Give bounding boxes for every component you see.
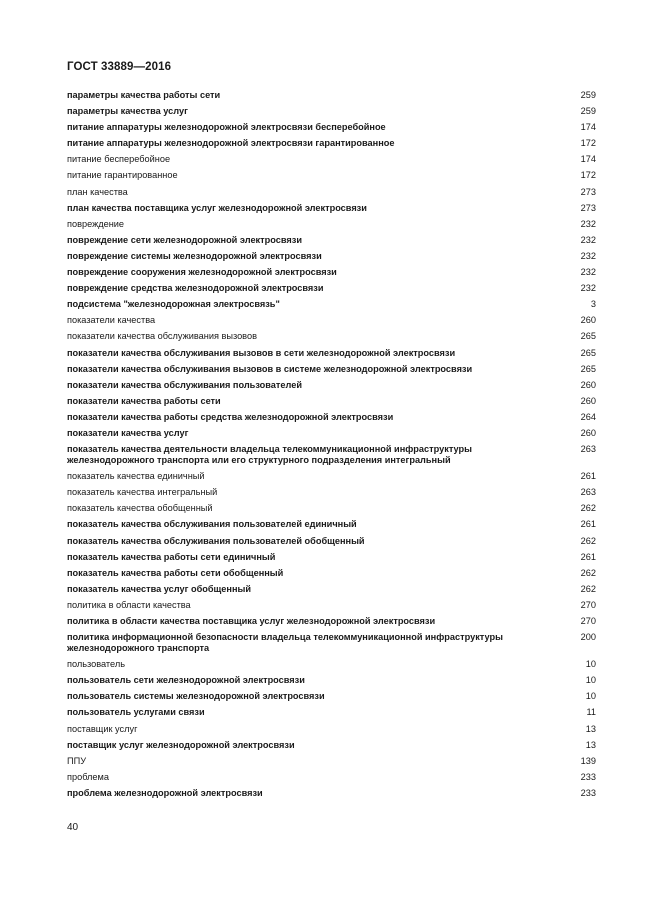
- index-term: поставщик услуг: [67, 723, 138, 734]
- index-page-ref: 174: [580, 122, 596, 133]
- index-term: политика информационной безопасности владельца телекоммуникационной инфраструктуры железнодорожного транспорта: [67, 632, 503, 654]
- index-entry: [67, 364, 596, 375]
- index-entry: [67, 707, 596, 718]
- index-page-ref: 260: [580, 427, 596, 438]
- index-term: план качества поставщика услуг железнодорожной электросвязи: [67, 202, 367, 213]
- index-term: показатель качества обобщенный: [67, 503, 213, 514]
- index-entry: [67, 106, 596, 117]
- index-page-ref: 11: [586, 707, 596, 718]
- index-entry: [67, 756, 596, 767]
- index-term: показатель качества работы сети обобщенный: [67, 567, 284, 578]
- index-term: пользователь: [67, 659, 125, 670]
- index-entry: [67, 487, 596, 498]
- index-page-ref: 270: [580, 599, 596, 610]
- index-term: повреждение средства железнодорожной электросвязи: [67, 283, 324, 294]
- index-term: повреждение: [67, 218, 125, 229]
- index-page-ref: 233: [580, 771, 596, 782]
- index-term: повреждение системы железнодорожной электросвязи: [67, 250, 322, 261]
- index-term: показатели качества: [67, 315, 156, 326]
- index-page-ref: 260: [580, 395, 596, 406]
- index-entry: [67, 600, 596, 611]
- index-entry: [67, 471, 596, 482]
- index-page-ref: 10: [585, 691, 596, 702]
- index-entry: [67, 235, 596, 246]
- index-page-ref: 273: [580, 186, 596, 197]
- index-entry: [67, 187, 596, 198]
- index-term: показатель качества обслуживания пользователей единичный: [67, 519, 357, 530]
- index-term: ППУ: [67, 755, 87, 766]
- index-page-ref: 265: [580, 347, 596, 358]
- index-page-ref: 232: [580, 234, 596, 245]
- index-entry: [67, 380, 596, 391]
- index-term: показатели качества обслуживания вызовов в сети железнодорожной электросвязи: [67, 347, 456, 358]
- index-entry: [67, 724, 596, 735]
- index-term: повреждение сети железнодорожной электросвязи: [67, 234, 302, 245]
- index-entry: [67, 503, 596, 514]
- index-entry: [67, 536, 596, 547]
- index-page-ref: 263: [580, 444, 596, 455]
- index-term: показатели качества работы средства железнодорожной электросвязи: [67, 411, 394, 422]
- index-page-ref: 13: [585, 739, 596, 750]
- index-entry: [67, 444, 596, 466]
- index-entry: [67, 267, 596, 278]
- index-entry: [67, 122, 596, 133]
- index-entry: [67, 154, 596, 165]
- index-page-ref: 172: [580, 170, 596, 181]
- index-term: политика в области качества: [67, 599, 191, 610]
- index-page-ref: 3: [590, 299, 596, 310]
- index-entry: [67, 331, 596, 342]
- index-term: пользователь сети железнодорожной электросвязи: [67, 675, 305, 686]
- index-term: питание гарантированное: [67, 170, 178, 181]
- index-page-ref: 233: [580, 787, 596, 798]
- index-term: подсистема "железнодорожная электросвязь": [67, 299, 280, 310]
- index-entry: [67, 412, 596, 423]
- index-entry: [67, 428, 596, 439]
- index-term: план качества: [67, 186, 128, 197]
- index-term: пользователь системы железнодорожной электросвязи: [67, 691, 325, 702]
- index-page-ref: 262: [580, 535, 596, 546]
- index-entry: [67, 659, 596, 670]
- index-term: проблема: [67, 771, 109, 782]
- index-page-ref: 13: [585, 723, 596, 734]
- index-term: показатель качества интегральный: [67, 487, 218, 498]
- index-page-ref: 259: [580, 106, 596, 117]
- index-page-ref: 10: [585, 659, 596, 670]
- index-term: показатели качества обслуживания вызовов в системе железнодорожной электросвязи: [67, 363, 473, 374]
- index-page-ref: 10: [585, 675, 596, 686]
- index-page-ref: 265: [580, 331, 596, 342]
- index-page-ref: 270: [580, 616, 596, 626]
- index-term: показатель качества деятельности владельца телекоммуникационной инфраструктуры железнодорожного транспорта или его структурного подразделения интегральный: [67, 444, 472, 466]
- index-term: политика в области качества поставщика услуг железнодорожной электросвязи: [67, 616, 436, 626]
- index-entry: [67, 396, 596, 407]
- index-page-ref: 172: [580, 138, 596, 149]
- index-page-ref: 261: [580, 471, 596, 482]
- index-page-ref: 264: [580, 411, 596, 422]
- index-entry: [67, 138, 596, 149]
- index-page-ref: 174: [580, 154, 596, 165]
- index-page-ref: 232: [580, 267, 596, 278]
- index-entry: [67, 675, 596, 686]
- index-entry: [67, 203, 596, 214]
- index-page-ref: 200: [580, 632, 596, 643]
- index-page-ref: 261: [580, 519, 596, 530]
- index-entry: [67, 584, 596, 595]
- index-page-ref: 259: [580, 90, 596, 100]
- index-entry: [67, 632, 596, 654]
- index-entry: [67, 772, 596, 783]
- index-term: питание аппаратуры железнодорожной электросвязи бесперебойное: [67, 122, 386, 133]
- index-term: поставщик услуг железнодорожной электросвязи: [67, 739, 295, 750]
- index-entry: [67, 691, 596, 702]
- index-entry: [67, 219, 596, 230]
- index-page-ref: 262: [580, 567, 596, 578]
- page-number: 40: [67, 822, 79, 833]
- alphabetical-index: [67, 90, 596, 804]
- index-term: показатели качества услуг: [67, 427, 189, 438]
- index-page-ref: 232: [580, 218, 596, 229]
- index-page-ref: 262: [580, 503, 596, 514]
- index-term: показатель качества обслуживания пользователей обобщенный: [67, 535, 365, 546]
- index-entry: [67, 315, 596, 326]
- index-term: показатель качества единичный: [67, 471, 205, 482]
- index-term: повреждение сооружения железнодорожной электросвязи: [67, 267, 337, 278]
- index-term: питание аппаратуры железнодорожной электросвязи гарантированное: [67, 138, 395, 149]
- index-page-ref: 232: [580, 283, 596, 294]
- index-page-ref: 232: [580, 250, 596, 261]
- index-entry: [67, 90, 596, 101]
- index-term: показатель качества услуг обобщенный: [67, 583, 252, 594]
- index-page-ref: 263: [580, 487, 596, 498]
- index-entry: [67, 299, 596, 310]
- index-page-ref: 262: [580, 583, 596, 594]
- index-term: питание бесперебойное: [67, 154, 171, 165]
- index-entry: [67, 616, 596, 627]
- index-term: показатель качества работы сети единичный: [67, 551, 276, 562]
- index-page-ref: 260: [580, 315, 596, 326]
- index-entry: [67, 251, 596, 262]
- index-page-ref: 273: [580, 202, 596, 213]
- index-term: параметры качества услуг: [67, 106, 188, 117]
- index-entry: [67, 519, 596, 530]
- index-term: показатели качества работы сети: [67, 395, 221, 406]
- index-page-ref: 139: [580, 755, 596, 766]
- index-page-ref: 265: [580, 363, 596, 374]
- index-entry: [67, 740, 596, 751]
- index-term: проблема железнодорожной электросвязи: [67, 787, 263, 798]
- index-term: пользователь услугами связи: [67, 707, 205, 718]
- index-entry: [67, 283, 596, 294]
- index-entry: [67, 348, 596, 359]
- index-entry: [67, 788, 596, 799]
- index-entry: [67, 568, 596, 579]
- index-term: показатели качества обслуживания вызовов: [67, 331, 257, 342]
- index-entry: [67, 552, 596, 563]
- index-entry: [67, 170, 596, 181]
- index-term: параметры качества работы сети: [67, 90, 221, 100]
- index-term: показатели качества обслуживания пользователей: [67, 379, 302, 390]
- document-header: ГОСТ 33889—2016: [67, 61, 172, 73]
- index-page-ref: 260: [580, 379, 596, 390]
- index-page-ref: 261: [580, 551, 596, 562]
